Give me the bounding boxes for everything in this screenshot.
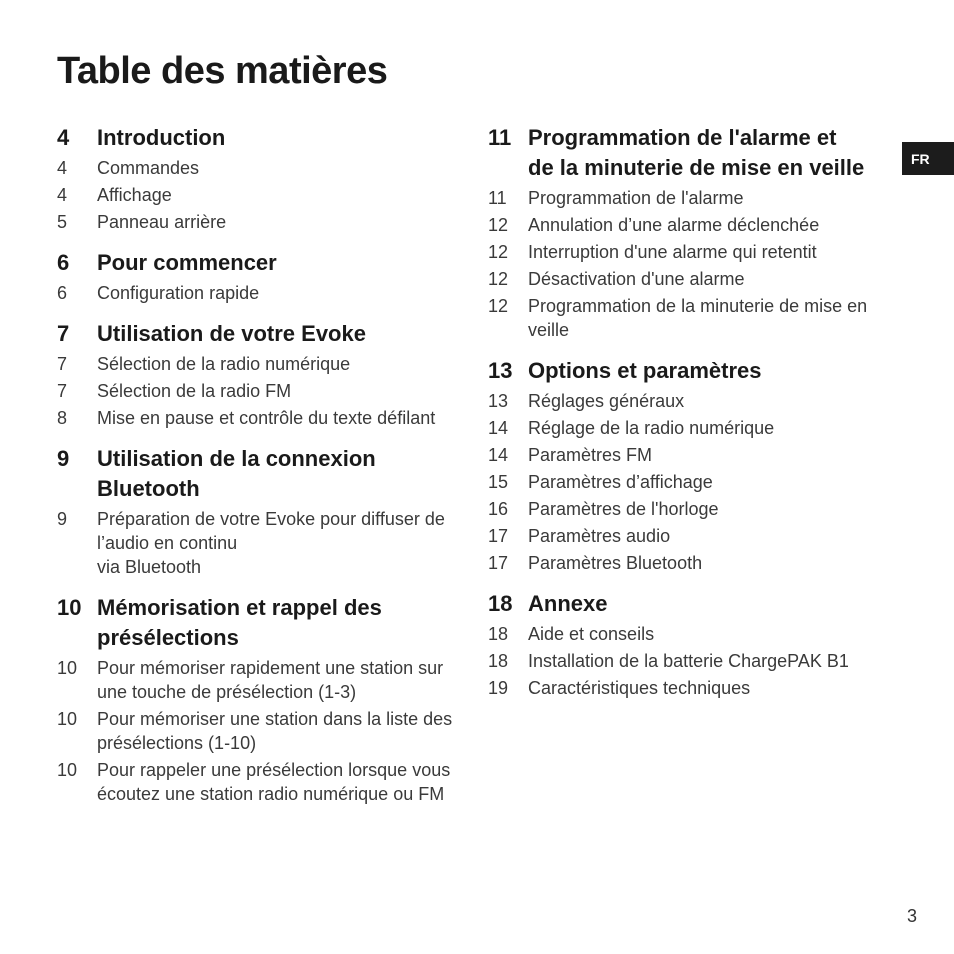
entry-title: Annulation d’une alarme déclenchée <box>528 215 820 235</box>
entry-title: Paramètres audio <box>528 526 671 546</box>
section-title: Programmation de l'alarme et de la minuterie de mise en veille <box>528 125 865 180</box>
toc-entry[interactable] <box>57 656 477 704</box>
toc-section-heading[interactable] <box>57 444 477 504</box>
toc-section-heading[interactable] <box>488 589 908 619</box>
toc-entry[interactable] <box>488 186 908 210</box>
section-title: Annexe <box>528 591 608 616</box>
entry-title: Pour mémoriser une station dans la liste des présélections (1-10) <box>97 709 453 753</box>
entry-title: Caractéristiques techniques <box>528 678 751 698</box>
toc-entry[interactable] <box>57 210 477 234</box>
toc-entry[interactable] <box>488 389 908 413</box>
entry-page-number: 17 <box>488 553 509 573</box>
entry-page-number: 7 <box>57 354 68 374</box>
section-page-number: 4 <box>57 125 70 150</box>
toc-left-column <box>57 123 477 820</box>
toc-entry[interactable] <box>57 183 477 207</box>
toc-entry[interactable] <box>488 622 908 646</box>
toc-section <box>488 123 908 342</box>
section-title: Options et paramètres <box>528 358 762 383</box>
section-title: Utilisation de la connexion Bluetooth <box>97 446 376 501</box>
section-page-number: 9 <box>57 446 70 471</box>
entry-title: Panneau arrière <box>97 212 227 232</box>
entry-title: Paramètres d’affichage <box>528 472 713 492</box>
toc-entry[interactable] <box>488 551 908 575</box>
entry-page-number: 10 <box>57 658 78 678</box>
entry-title: Désactivation d'une alarme <box>528 269 745 289</box>
entry-title: Programmation de la minuterie de mise en veille <box>528 296 868 340</box>
toc-section-heading[interactable] <box>57 248 477 278</box>
toc-section <box>57 319 477 430</box>
toc-right-column <box>488 123 908 714</box>
toc-entry[interactable] <box>488 524 908 548</box>
entry-page-number: 17 <box>488 526 509 546</box>
toc-section-heading[interactable] <box>57 123 477 153</box>
toc-entry[interactable] <box>488 649 908 673</box>
toc-section-heading[interactable] <box>57 319 477 349</box>
entry-title: Programmation de l'alarme <box>528 188 744 208</box>
toc-entry[interactable] <box>488 240 908 264</box>
toc-section-heading[interactable] <box>488 123 908 183</box>
page-number: 3 <box>907 906 918 926</box>
entry-page-number: 13 <box>488 391 509 411</box>
toc-section <box>57 123 477 234</box>
entry-title: Commandes <box>97 158 200 178</box>
page-title: Table des matières <box>57 50 388 92</box>
entry-title: Affichage <box>97 185 172 205</box>
section-page-number: 13 <box>488 358 513 383</box>
entry-page-number: 12 <box>488 296 509 316</box>
toc-section <box>488 589 908 700</box>
section-title: Pour commencer <box>97 250 277 275</box>
entry-page-number: 14 <box>488 445 509 465</box>
toc-entry[interactable] <box>57 281 477 305</box>
toc-entry[interactable] <box>488 294 908 342</box>
toc-section-heading[interactable] <box>488 356 908 386</box>
section-title: Utilisation de votre Evoke <box>97 321 366 346</box>
entry-page-number: 5 <box>57 212 68 232</box>
toc-entry[interactable] <box>488 416 908 440</box>
entry-page-number: 10 <box>57 760 78 780</box>
toc-entry[interactable] <box>488 676 908 700</box>
entry-page-number: 9 <box>57 509 68 529</box>
toc-entry[interactable] <box>488 213 908 237</box>
entry-page-number: 16 <box>488 499 509 519</box>
entry-page-number: 15 <box>488 472 509 492</box>
toc-section <box>57 248 477 305</box>
entry-title: Paramètres de l'horloge <box>528 499 719 519</box>
entry-title: Réglages généraux <box>528 391 685 411</box>
entry-title: Configuration rapide <box>97 283 260 303</box>
entry-title: Mise en pause et contrôle du texte défilant <box>97 408 436 428</box>
toc-entry[interactable] <box>488 470 908 494</box>
entry-title: Installation de la batterie ChargePAK B1 <box>528 651 849 671</box>
entry-page-number: 18 <box>488 624 509 644</box>
toc-entry[interactable] <box>57 156 477 180</box>
entry-title: Sélection de la radio numérique <box>97 354 351 374</box>
entry-page-number: 12 <box>488 242 509 262</box>
toc-section-heading[interactable] <box>57 593 477 653</box>
language-tab[interactable]: FR <box>902 142 954 175</box>
entry-page-number: 18 <box>488 651 509 671</box>
section-page-number: 7 <box>57 321 70 346</box>
entry-page-number: 8 <box>57 408 68 428</box>
toc-section <box>57 444 477 579</box>
toc-entry[interactable] <box>57 352 477 376</box>
toc-entry[interactable] <box>488 497 908 521</box>
toc-entry[interactable] <box>57 406 477 430</box>
entry-title: Paramètres FM <box>528 445 653 465</box>
entry-page-number: 4 <box>57 185 68 205</box>
entry-page-number: 11 <box>488 188 507 208</box>
toc-section <box>57 593 477 806</box>
toc-entry[interactable] <box>57 507 477 579</box>
section-title: Mémorisation et rappel des présélections <box>97 595 382 650</box>
entry-title: Aide et conseils <box>528 624 655 644</box>
toc-entry[interactable] <box>57 379 477 403</box>
entry-page-number: 10 <box>57 709 78 729</box>
entry-title: Paramètres Bluetooth <box>528 553 703 573</box>
entry-title: Sélection de la radio FM <box>97 381 292 401</box>
entry-title: Interruption d'une alarme qui retentit <box>528 242 817 262</box>
entry-title: Réglage de la radio numérique <box>528 418 775 438</box>
toc-entry[interactable] <box>488 267 908 291</box>
entry-title: Pour rappeler une présélection lorsque vous écoutez une station radio numérique ou FM <box>97 760 451 804</box>
entry-page-number: 12 <box>488 269 509 289</box>
entry-page-number: 6 <box>57 283 68 303</box>
entry-page-number: 7 <box>57 381 68 401</box>
entry-page-number: 19 <box>488 678 509 698</box>
entry-page-number: 12 <box>488 215 509 235</box>
entry-title: Préparation de votre Evoke pour diffuser de l’audio en continu via Bluetooth <box>97 509 445 577</box>
entry-page-number: 14 <box>488 418 509 438</box>
toc-section <box>488 356 908 575</box>
section-page-number: 11 <box>488 125 512 150</box>
toc-entry[interactable] <box>488 443 908 467</box>
section-title: Introduction <box>97 125 226 150</box>
entry-title: Pour mémoriser rapidement une station sur une touche de présélection (1-3) <box>97 658 444 702</box>
section-page-number: 10 <box>57 595 82 620</box>
section-page-number: 6 <box>57 250 70 275</box>
toc-entry[interactable] <box>57 707 477 755</box>
section-page-number: 18 <box>488 591 513 616</box>
entry-page-number: 4 <box>57 158 68 178</box>
toc-entry[interactable] <box>57 758 477 806</box>
